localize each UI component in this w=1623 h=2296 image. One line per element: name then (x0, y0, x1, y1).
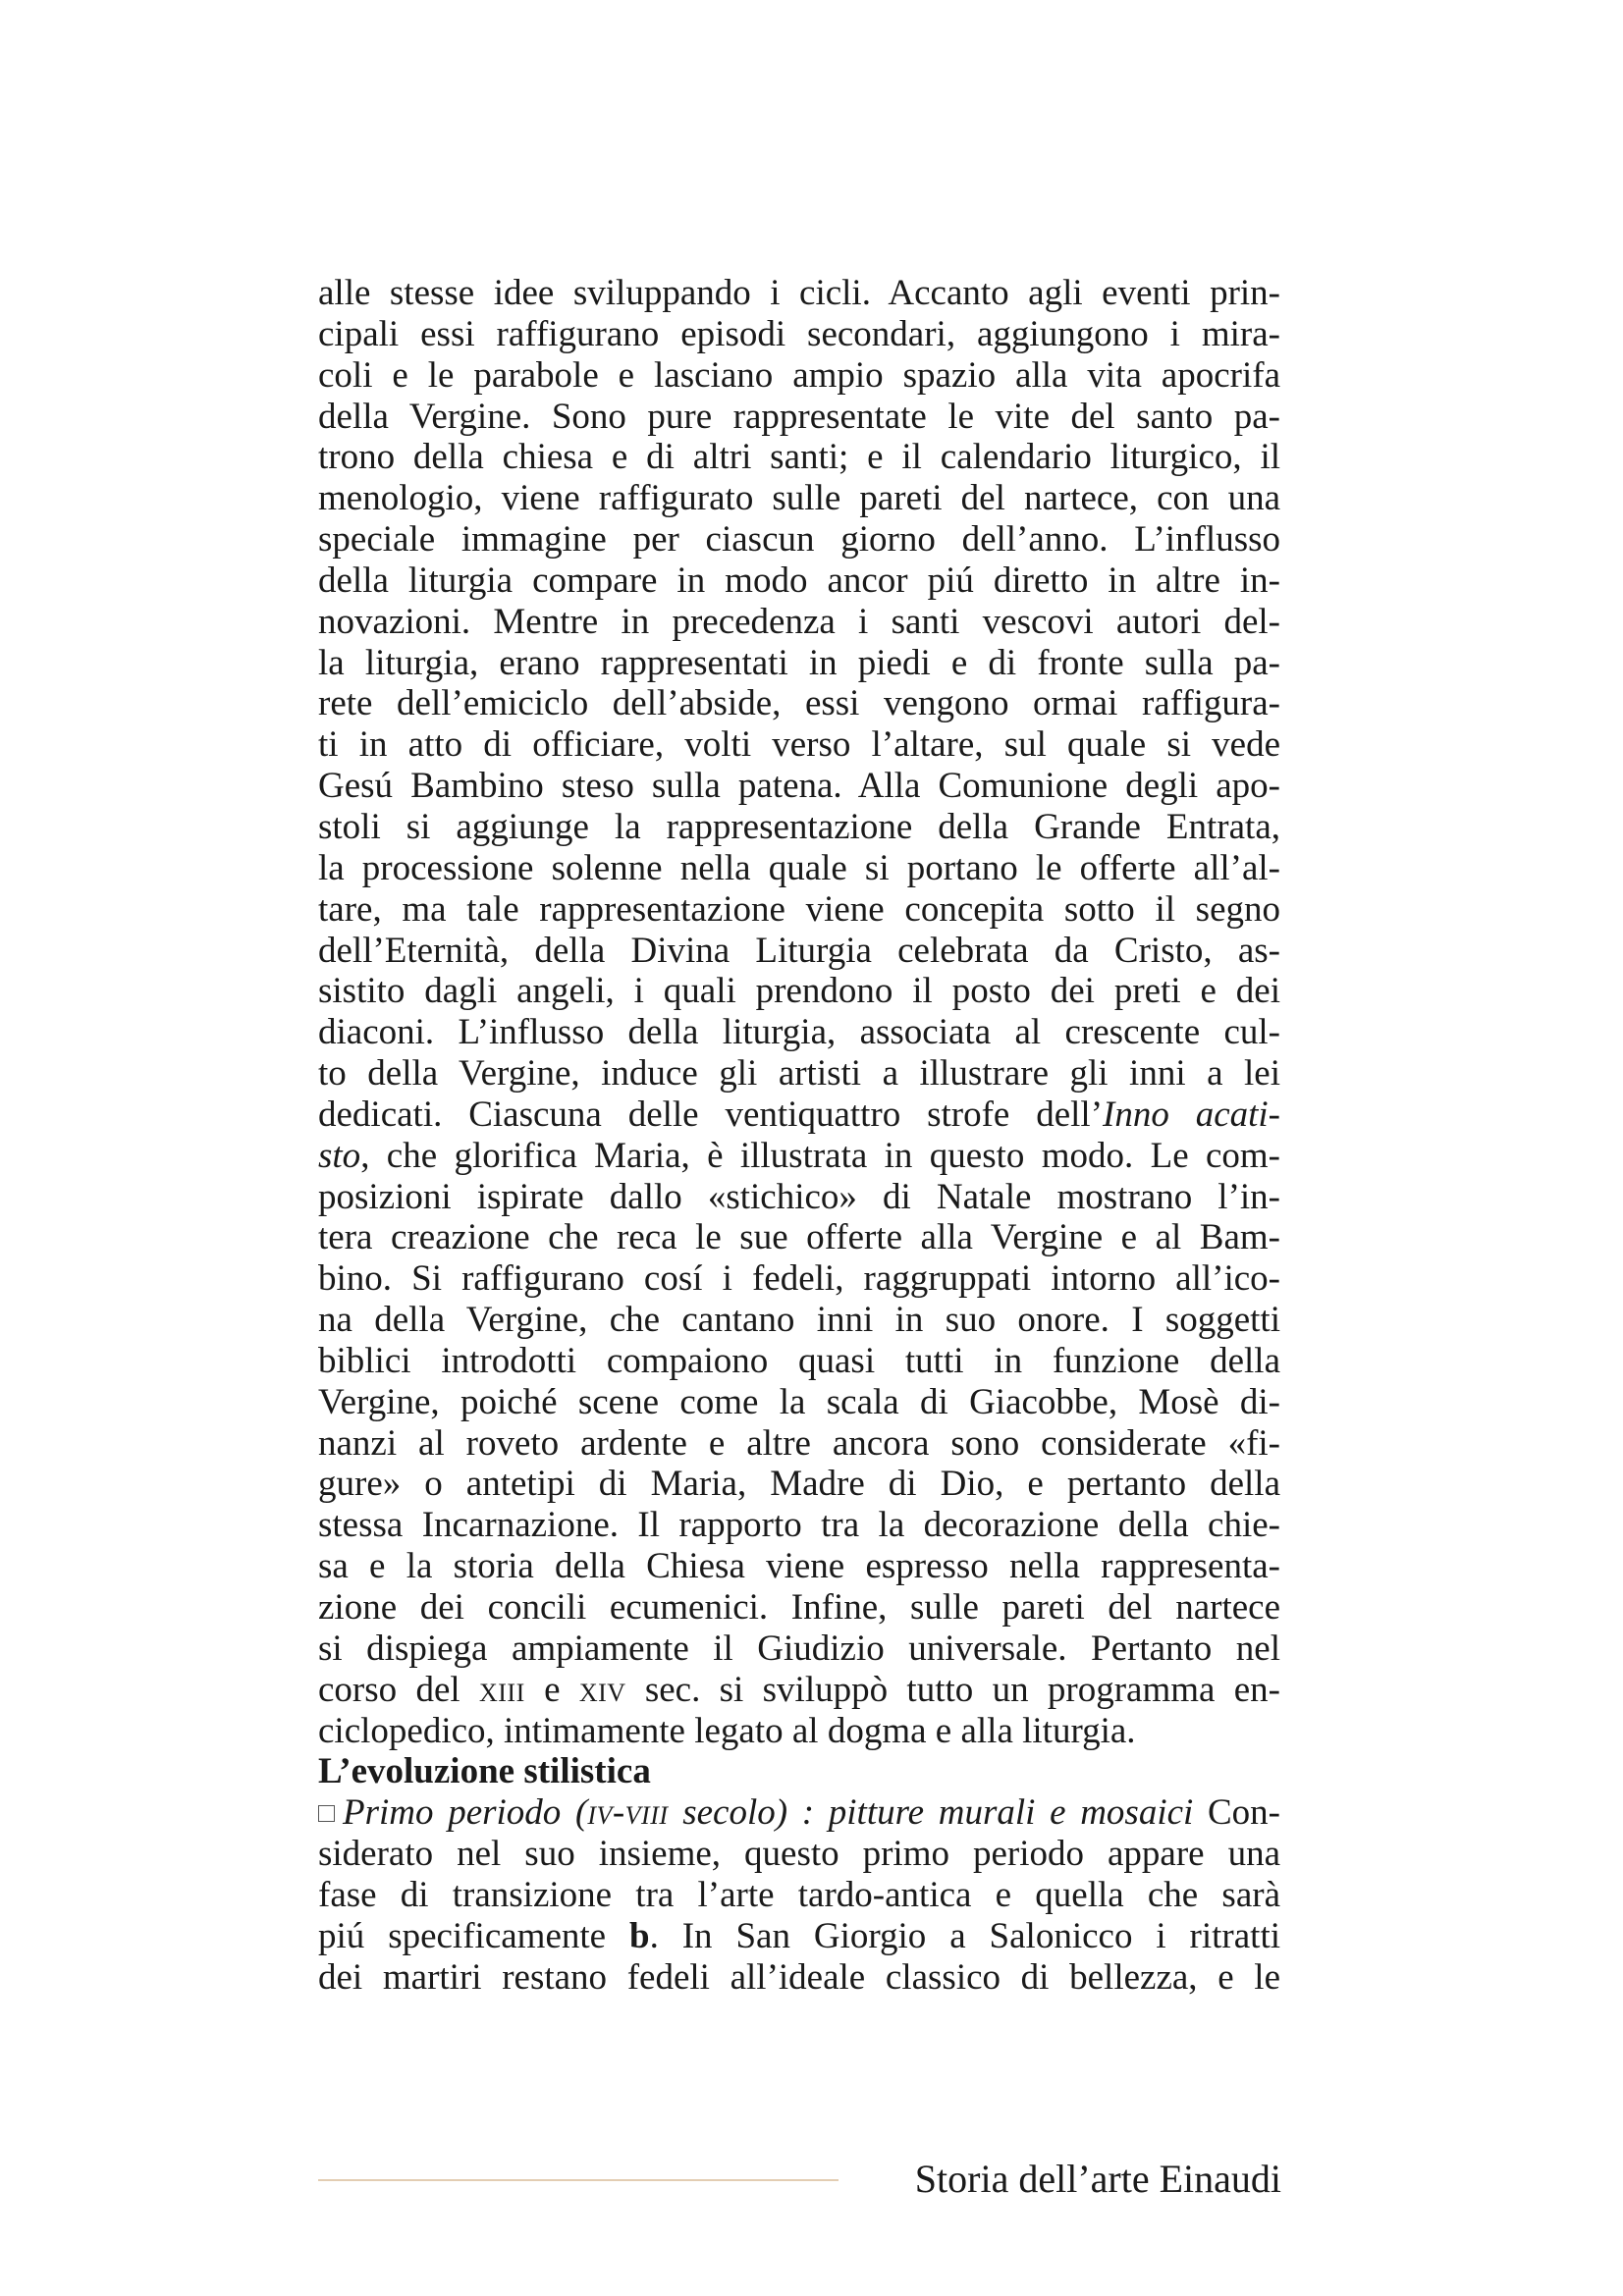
text-line: ti in atto di officiare, volti verso l’altare, sul quale si vede (318, 724, 1280, 766)
italic-title-segment: sto (318, 1135, 361, 1176)
text-line: della Vergine. Sono pure rappresentate le vite del santo pa- (318, 396, 1280, 437)
text-line-with-italic (318, 1136, 1280, 1177)
century-range: iv-viii (587, 1792, 669, 1834)
text-line: siderato nel suo insieme, questo primo periodo appare una (318, 1834, 1280, 1875)
text-line: bino. Si raffigurano cosí i fedeli, raggruppati intorno all’ico- (318, 1258, 1280, 1300)
text-line-with-centuries (318, 1670, 1280, 1711)
text-line: nanzi al roveto ardente e altre ancora sono considerate «fi- (318, 1422, 1280, 1464)
italic-title-segment: Inno acati- (1103, 1094, 1280, 1135)
paragraph-last-line: ciclopedico, intimamente legato al dogma e alla liturgia. (318, 1710, 1136, 1751)
text-line: speciale immagine per ciascun giorno dell’anno. L’influsso (318, 519, 1280, 561)
text-segment: Con- (1193, 1792, 1280, 1834)
text-segment: , che glorifica Maria, è illustrata in questo modo. Le com- (360, 1135, 1280, 1176)
text-line-with-italic (318, 1095, 1280, 1136)
text-line: stoli si aggiunge la rappresentazione della Grande Entrata, (318, 806, 1280, 847)
text-segment: piú specificamente (318, 1915, 629, 1956)
text-line: diaconi. L’influsso della liturgia, associata al crescente cul- (318, 1012, 1280, 1053)
century-numeral: xiii (478, 1669, 525, 1710)
text-segment: e (524, 1669, 579, 1710)
text-line: fase di transizione tra l’arte tardo-antica e quella che sarà (318, 1874, 1280, 1915)
text-line: alle stesse idee sviluppando i cicli. Accanto agli eventi prin- (318, 273, 1280, 313)
text-line: trono della chiesa e di altri santi; e il calendario liturgico, il (318, 437, 1280, 478)
text-line: tera creazione che reca le sue offerte alla Vergine e al Bam- (318, 1217, 1280, 1258)
text-line: biblici introdotti compaiono quasi tutti in funzione della (318, 1340, 1280, 1381)
square-icon (318, 1805, 335, 1822)
subsection-title (343, 1792, 1193, 1833)
text-line: menologio, viene raffigurato sulle pareti del nartece, con una (318, 478, 1280, 519)
subsection-title-line (318, 1792, 1280, 1834)
text-line: Gesú Bambino steso sulla patena. Alla Comunione degli apo- (318, 766, 1280, 807)
text-line-with-bold (318, 1916, 1280, 1957)
text-line: sa e la storia della Chiesa viene espresso nella rappresenta- (318, 1546, 1280, 1587)
text-line: dei martiri restano fedeli all’ideale classico di bellezza, e le (318, 1956, 1280, 1998)
text-line: della liturgia compare in modo ancor piú diretto in altre in- (318, 560, 1280, 601)
text-line: Vergine, poiché scene come la scala di Giacobbe, Mosè di- (318, 1381, 1280, 1422)
text-line: zione dei concili ecumenici. Infine, sulle pareti del nartece (318, 1587, 1280, 1628)
subsection-title-segment: Primo periodo ( (343, 1792, 588, 1834)
text-line: na della Vergine, che cantano inni in suo onore. I soggetti (318, 1300, 1280, 1341)
text-line: dell’Eternità, della Divina Liturgia celebrata da Cristo, as- (318, 930, 1280, 971)
text-segment: sec. si sviluppò tutto un programma en- (625, 1669, 1280, 1710)
text-line: rete dell’emiciclo dell’abside, essi vengono ormai raffigura- (318, 683, 1280, 724)
text-line: coli e le parabole e lasciano ampio spazio alla vita apocrifa (318, 354, 1280, 396)
text-line: gure» o antetipi di Maria, Madre di Dio, e pertanto della (318, 1464, 1280, 1505)
text-segment: corso del (318, 1669, 479, 1710)
text-line: si dispiega ampiamente il Giudizio universale. Pertanto nel (318, 1628, 1280, 1669)
page-text-block (318, 273, 1280, 1998)
text-line: la processione solenne nella quale si portano le offerte all’al- (318, 847, 1280, 888)
text-line: sistito dagli angeli, i quali prendono il posto dei preti e dei (318, 971, 1280, 1012)
subsection-title-segment: secolo) : pitture murali e mosaici (668, 1792, 1194, 1834)
text-line: to della Vergine, induce gli artisti a illustrare gli inni a lei (318, 1053, 1280, 1095)
text-segment: . In San Giorgio a Salonicco i ritratti (649, 1915, 1281, 1956)
footer-rule (318, 2179, 839, 2181)
text-line: tare, ma tale rappresentazione viene concepita sotto il segno (318, 888, 1280, 930)
century-numeral: xiv (578, 1669, 626, 1710)
text-line: cipali essi raffigurano episodi secondari, aggiungono i mira- (318, 313, 1280, 354)
footer-book-title: Storia dell’arte Einaudi (914, 2157, 1281, 2201)
text-line: la liturgia, erano rappresentati in piedi e di fronte sulla pa- (318, 642, 1280, 683)
text-segment: dedicati. Ciascuna delle ventiquattro strofe dell’ (318, 1094, 1104, 1135)
text-line: stessa Incarnazione. Il rapporto tra la decorazione della chie- (318, 1505, 1280, 1546)
section-heading: L’evoluzione stilistica (318, 1751, 651, 1792)
text-line: novazioni. Mentre in precedenza i santi vescovi autori del- (318, 601, 1280, 642)
bold-abbreviation: b (628, 1915, 650, 1956)
text-line: posizioni ispirate dallo «stichico» di Natale mostrano l’in- (318, 1176, 1280, 1217)
